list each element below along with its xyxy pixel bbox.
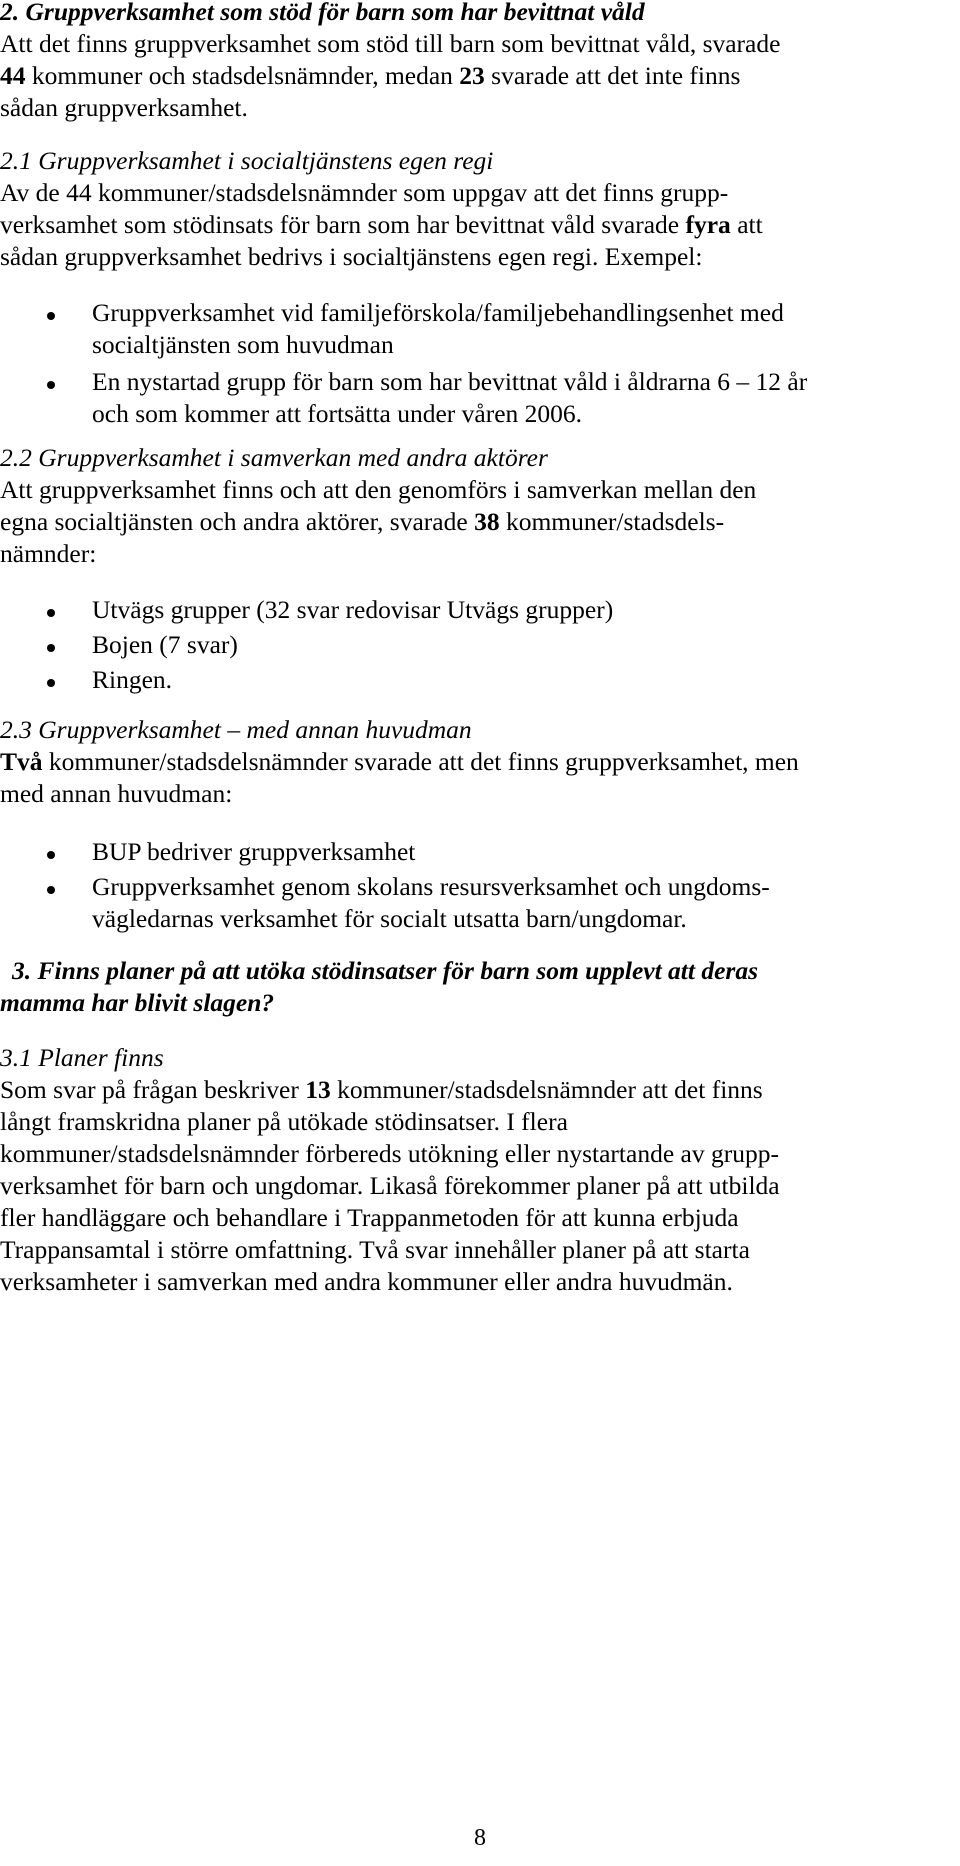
section-2-line-3: sådan gruppverksamhet. (0, 93, 248, 122)
bullet-icon (47, 644, 55, 652)
text-run: egna socialtjänsten och andra aktörer, svarade (0, 507, 475, 536)
section-3-1-line-7: verksamheter i samverkan med andra kommuner eller andra huvudmän. (0, 1267, 733, 1296)
section-2-2-line-3: nämnder: (0, 539, 97, 568)
text-run: kommuner/stadsdelsnämnder att det finns (330, 1075, 763, 1104)
text-run: verksamhet som stödinsats för barn som har bevittnat våld svarade (0, 210, 686, 239)
section-3-1-line-5: fler handläggare och behandlare i Trappanmetoden för att kunna erbjuda (0, 1203, 739, 1232)
list-item-line: och som kommer att fortsätta under våren 2006. (92, 399, 583, 428)
list-item-line: vägledarnas verksamhet för socialt utsatta barn/ungdomar. (92, 904, 687, 933)
list-item (0, 664, 960, 696)
section-2-3-list (0, 836, 960, 940)
section-2-2-line-1: Att gruppverksamhet finns och att den genomförs i samverkan mellan den (0, 475, 757, 504)
text-run: kommuner/stadsdels- (499, 507, 725, 536)
list-item-line: Ringen. (92, 665, 173, 694)
count-collab: 38 (474, 507, 500, 536)
section-2-2-list (0, 594, 960, 701)
section-2-line-2 (0, 60, 960, 92)
text-run: Som svar på frågan beskriver (0, 1075, 306, 1104)
section-2-line-1: Att det finns gruppverksamhet som stöd till barn som bevittnat våld, svarade (0, 29, 781, 58)
section-2-2-heading: 2.2 Gruppverksamhet i samverkan med andra aktörer (0, 443, 548, 472)
section-3-1-line-2: långt framskridna planer på utökade stödinsatser. I flera (0, 1107, 568, 1136)
section-2-1-line-2 (0, 209, 960, 241)
section-3-1-line-1 (0, 1074, 960, 1106)
section-3-1-line-6: Trappansamtal i större omfattning. Två svar innehåller planer på att starta (0, 1235, 750, 1264)
count-no: 23 (459, 61, 485, 90)
section-3-1-line-3: kommuner/stadsdelsnämnder förbereds utökning eller nystartande av grupp- (0, 1139, 779, 1168)
list-item (0, 629, 960, 661)
section-3-1-line-4: verksamhet för barn och ungdomar. Likaså förekommer planer på att utbilda (0, 1171, 780, 1200)
section-2-1-heading: 2.1 Gruppverksamhet i socialtjänstens egen regi (0, 146, 494, 175)
count-other: Två (0, 747, 43, 776)
bullet-icon (47, 851, 55, 859)
section-2-2-line-2 (0, 506, 960, 538)
list-item-line: socialtjänsten som huvudman (92, 330, 394, 359)
page-number: 8 (474, 1825, 486, 1851)
list-item (0, 871, 960, 935)
list-item-line: Utvägs grupper (32 svar redovisar Utvägs grupper) (92, 595, 614, 624)
list-item (0, 836, 960, 868)
section-2-3-line-2: med annan huvudman: (0, 779, 233, 808)
section-2-1-list (0, 297, 960, 435)
bullet-icon (47, 886, 55, 894)
section-3-heading-line-2: mamma har blivit slagen? (0, 988, 275, 1017)
section-2-3-line-1 (0, 746, 960, 778)
list-item-line: Gruppverksamhet genom skolans resursverksamhet och ungdoms- (92, 872, 770, 901)
list-item (0, 366, 960, 430)
list-item-line: Gruppverksamhet vid familjeförskola/familjebehandlingsenhet med (92, 298, 784, 327)
section-2-heading: 2. Gruppverksamhet som stöd för barn som har bevittnat våld (0, 0, 645, 26)
count-plans: 13 (305, 1075, 331, 1104)
bullet-icon (47, 381, 55, 389)
text-run: kommuner och stadsdelsnämnder, medan (25, 61, 460, 90)
section-3-1-heading: 3.1 Planer finns (0, 1043, 164, 1072)
section-3-heading-line-1: 3. Finns planer på att utöka stödinsatser för barn som upplevt att deras (12, 956, 758, 985)
bullet-icon (47, 609, 55, 617)
section-2-3-heading: 2.3 Gruppverksamhet – med annan huvudman (0, 715, 472, 744)
list-item (0, 594, 960, 626)
list-item (0, 297, 960, 361)
text-run: att (730, 210, 763, 239)
section-2-1-line-3: sådan gruppverksamhet bedrivs i socialtjänstens egen regi. Exempel: (0, 242, 703, 271)
bullet-icon (47, 312, 55, 320)
list-item-line: En nystartad grupp för barn som har bevittnat våld i åldrarna 6 – 12 år (92, 367, 808, 396)
section-2-1-line-1: Av de 44 kommuner/stadsdelsnämnder som uppgav att det finns grupp- (0, 178, 729, 207)
count-own-regi: fyra (685, 210, 731, 239)
list-item-line: BUP bedriver gruppverksamhet (92, 837, 416, 866)
list-item-line: Bojen (7 svar) (92, 630, 238, 659)
count-yes: 44 (0, 61, 26, 90)
text-run: svarade att det inte finns (484, 61, 741, 90)
bullet-icon (47, 679, 55, 687)
text-run: kommuner/stadsdelsnämnder svarade att det finns gruppverksamhet, men (42, 747, 799, 776)
